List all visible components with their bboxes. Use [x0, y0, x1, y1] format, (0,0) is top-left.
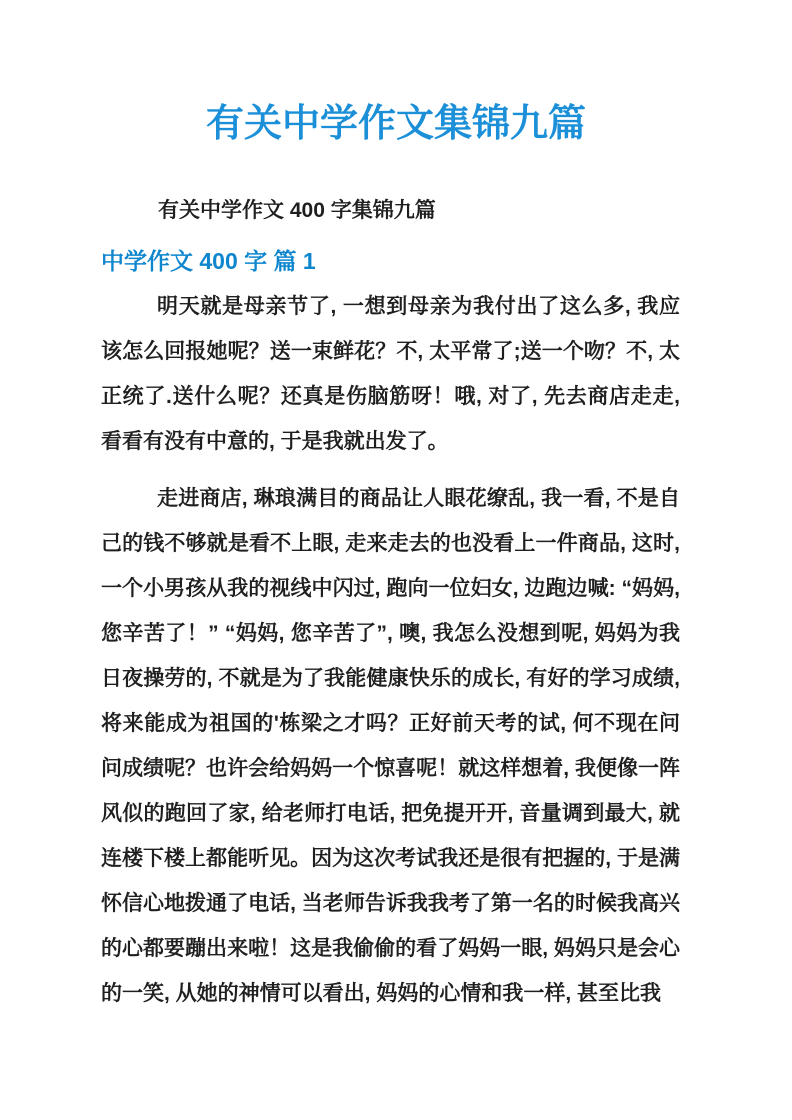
document-title: 有关中学作文集锦九篇 — [205, 103, 586, 145]
body-paragraph-2: 走进商店, 琳琅满目的商品让人眼花缭乱, 我一看, 不是自己的钱不够就是看不上眼, 走来走去的也没看上一件商品, 这时, 一个小男孩从我的视线中闪过, 跑向一位妇女, 边跑边喊: “妈妈, 您辛苦了！” “妈妈, 您辛苦了”, 噢, 我怎么没想到呢, 妈妈为我日夜操劳的, 不就是为了我能健康快乐的成长, 有好的学习成绩, 将来能成为祖国的'栋梁之才吗？正好前天考的试, 何不现在问问成绩呢？也许会给妈妈一个惊喜呢！就这样想着, 我便像一阵风似的跑回了家, 给老师打电话, 把免提开开, 音量调到最大, 就连楼下楼上都能听见。因为这次考试我还是很有把握的, 于是满怀信心地拨通了电话, 当老师告诉我我考了第一名的时候我高兴的心都要蹦出来啦！这是我偷偷的看了妈妈一眼, 妈妈只是会心的一笑, 从她的神情可以看出, 妈妈的心情和我一样, 甚至比我 — [101, 487, 680, 1005]
document-subtitle: 有关中学作文 400 字集锦九篇 — [158, 199, 436, 222]
body-paragraph-1: 明天就是母亲节了, 一想到母亲为我付出了这么多, 我应该怎么回报她呢？送一束鲜花？不, 太平常了;送一个吻？不, 太正统了.送什么呢？还真是伤脑筋呀！哦, 对了, 先去商店走走, 看看有没有中意的, 于是我就出发了。 — [101, 295, 680, 453]
section-heading: 中学作文 400 字 篇 1 — [101, 248, 316, 274]
